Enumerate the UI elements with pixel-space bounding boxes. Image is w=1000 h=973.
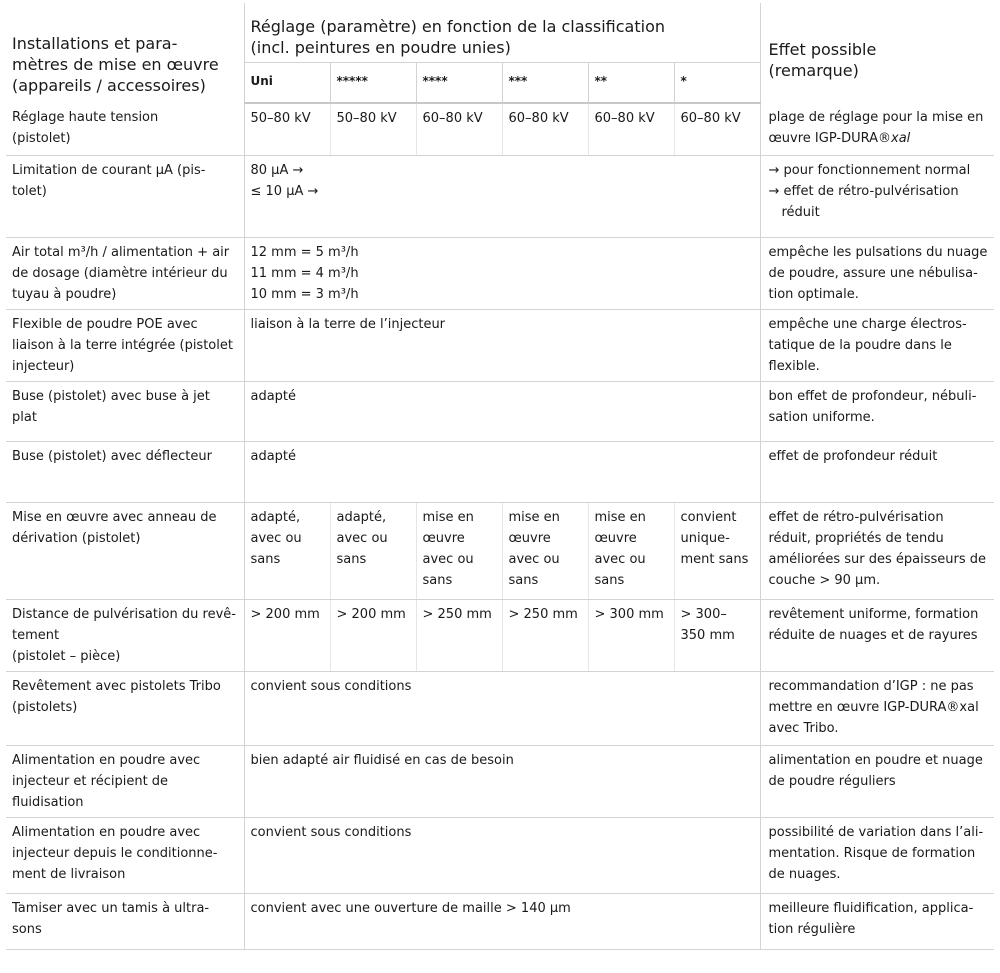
value-cell: mise en œuvre avec ou sans: [502, 502, 588, 599]
row-label: Distance de pulvérisation du revê- tement (pistolet – pièce): [6, 599, 244, 671]
span-value-cell: convient sous conditions: [244, 671, 760, 745]
span-value-cell: convient avec une ouverture de maille > 140 µm: [244, 893, 760, 949]
value-cell: 60–80 kV: [674, 103, 760, 155]
class-3-stars: ***: [502, 63, 588, 104]
value-cell: adapté, avec ou sans: [330, 502, 416, 599]
effect-cell: revêtement uniforme, formation réduite de nuages et de rayures: [760, 599, 994, 671]
header-effect: Effet possible (remarque): [760, 3, 994, 103]
span-value-cell: 12 mm = 5 m³/h 11 mm = 4 m³/h 10 mm = 3 m³/h: [244, 237, 760, 309]
value-cell: convient unique- ment sans: [674, 502, 760, 599]
row-label: Alimentation en poudre avec injecteur et récipient de fluidisation: [6, 745, 244, 817]
table-row: [6, 155, 994, 237]
table-row: [6, 817, 994, 893]
effect-cell: plage de réglage pour la mise en œuvre IGP-DURA®xal: [760, 103, 994, 155]
span-value-cell: 80 µA → ≤ 10 µA →: [244, 155, 760, 237]
class-5-stars: *****: [330, 63, 416, 104]
value-cell: adapté, avec ou sans: [244, 502, 330, 599]
table-row: [6, 237, 994, 309]
table-row: [6, 671, 994, 745]
table-row: [6, 502, 994, 599]
row-label: Alimentation en poudre avec injecteur depuis le conditionne- ment de livraison: [6, 817, 244, 893]
value-cell: > 200 mm: [244, 599, 330, 671]
effect-cell: → pour fonctionnement normal → effet de rétro-pulvérisation réduit: [760, 155, 994, 237]
value-cell: > 300 mm: [588, 599, 674, 671]
row-label: Tamiser avec un tamis à ultra-sons: [6, 893, 244, 949]
table-row: [6, 745, 994, 817]
value-cell: > 250 mm: [416, 599, 502, 671]
span-value-cell: liaison à la terre de l’injecteur: [244, 309, 760, 381]
row-label: Air total m³/h / alimentation + air de dosage (diamètre intérieur du tuyau à poudre): [6, 237, 244, 309]
class-uni: Uni: [244, 63, 330, 104]
span-value-cell: adapté: [244, 441, 760, 502]
header-settings: Réglage (paramètre) en fonction de la classification (incl. peintures en poudre unies): [250, 17, 665, 57]
table-row: [6, 309, 994, 381]
effect-cell: recommandation d’IGP : ne pas mettre en œuvre IGP-DURA®xal avec Tribo.: [760, 671, 994, 745]
value-cell: 50–80 kV: [244, 103, 330, 155]
row-label: Mise en œuvre avec anneau de dérivation (pistolet): [6, 502, 244, 599]
value-cell: mise en œuvre avec ou sans: [416, 502, 502, 599]
value-cell: 50–80 kV: [330, 103, 416, 155]
effect-cell: empêche une charge électros- tatique de la poudre dans le flexible.: [760, 309, 994, 381]
table-row: [6, 599, 994, 671]
effect-cell: bon effet de profondeur, nébuli- sation uniforme.: [760, 381, 994, 441]
settings-table: [6, 3, 994, 950]
row-label: Buse (pistolet) avec buse à jet plat: [6, 381, 244, 441]
value-cell: > 250 mm: [502, 599, 588, 671]
table-row: [6, 103, 994, 155]
row-label: Réglage haute tension (pistolet): [6, 103, 244, 155]
header-row: [6, 3, 994, 63]
value-cell: 60–80 kV: [588, 103, 674, 155]
effect-cell: effet de rétro-pulvérisation réduit, propriétés de tendu améliorées sur des épaisseurs de couche > 90 µm.: [760, 502, 994, 599]
effect-cell: effet de profondeur réduit: [760, 441, 994, 502]
effect-cell: empêche les pulsations du nuage de poudre, assure une nébulisa- tion optimale.: [760, 237, 994, 309]
class-2-stars: **: [588, 63, 674, 104]
value-cell: mise en œuvre avec ou sans: [588, 502, 674, 599]
row-label: Flexible de poudre POE avec liaison à la terre intégrée (pistolet injecteur): [6, 309, 244, 381]
value-cell: 60–80 kV: [416, 103, 502, 155]
class-1-star: *: [674, 63, 760, 104]
span-value-cell: bien adapté air fluidisé en cas de besoin: [244, 745, 760, 817]
table-row: [6, 381, 994, 441]
header-installations: Installations et para- mètres de mise en œuvre (appareils / accessoires): [6, 3, 244, 103]
row-label: Limitation de courant µA (pis- tolet): [6, 155, 244, 237]
row-label: Buse (pistolet) avec déflecteur: [6, 441, 244, 502]
value-cell: > 300– 350 mm: [674, 599, 760, 671]
table-row: [6, 893, 994, 949]
value-cell: 60–80 kV: [502, 103, 588, 155]
effect-cell: meilleure fluidification, applica- tion régulière: [760, 893, 994, 949]
effect-cell: alimentation en poudre et nuage de poudre réguliers: [760, 745, 994, 817]
value-cell: > 200 mm: [330, 599, 416, 671]
span-value-cell: adapté: [244, 381, 760, 441]
row-label: Revêtement avec pistolets Tribo (pistolets): [6, 671, 244, 745]
effect-cell: possibilité de variation dans l’ali- mentation. Risque de formation de nuages.: [760, 817, 994, 893]
class-4-stars: ****: [416, 63, 502, 104]
table-row: [6, 441, 994, 502]
span-value-cell: convient sous conditions: [244, 817, 760, 893]
